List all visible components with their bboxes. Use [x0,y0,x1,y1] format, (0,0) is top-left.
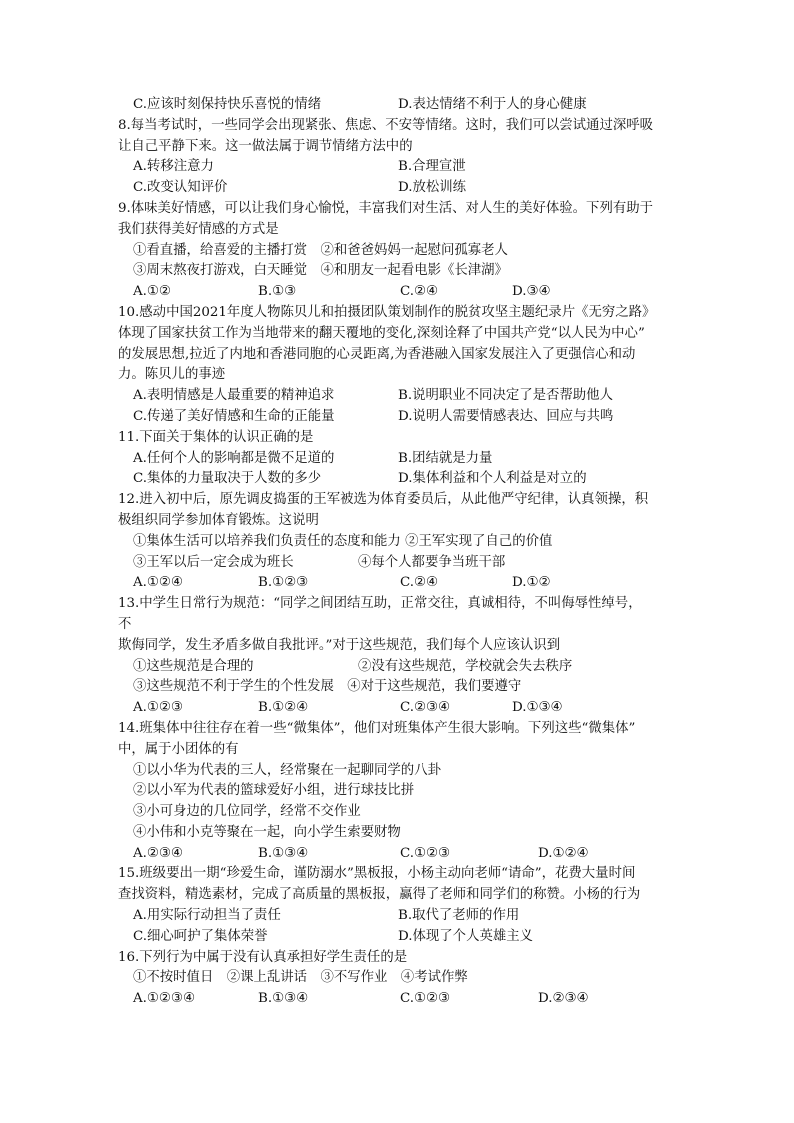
answer-options [118,157,678,178]
text-line: 我们获得美好情感的方式是 [118,221,279,237]
question-stem: 9.体味美好情感，可以让我们身心愉悦，丰富我们对生活、对人生的美好体验。下列有助于 [118,200,654,216]
option: ③王军以后一定会成为班长 [133,554,294,570]
option: B.①②④ [258,700,309,716]
option: B.取代了老师的作用 [398,908,520,924]
option: A.①②④ [133,575,183,591]
text-line: ①集体生活可以培养我们负责任的态度和能力 ②王军实现了自己的价值 [133,533,553,549]
option: C.①②③ [400,845,451,861]
text-line: 中，属于小团体的有 [118,741,239,757]
text-line: 力。陈贝儿的事迹 [118,367,226,383]
answer-options [118,657,678,678]
text-line: ①看直播，给喜爱的主播打赏 ②和爸爸妈妈一起慰问孤寡老人 [133,242,508,258]
option: D.①③④ [512,700,563,716]
answer-options [118,407,678,428]
answer-options [118,95,678,116]
text-line: 让自己平静下来。这一做法属于调节情绪方法中的 [118,138,413,154]
answer-options [118,178,678,199]
question-stem: 15.班级要出一期“珍爱生命，谨防溺水”黑板报，小杨主动向老师“请命”，花费大量时间 [118,866,636,882]
answer-options [118,386,678,407]
option: C.①②③ [400,991,451,1007]
text-line: 欺侮同学，发生矛盾多做自我批评。”对于这些规范，我们每个人应该认识到 [118,637,561,653]
text-line: 不 [118,616,132,632]
option: B.合理宣泄 [398,159,466,175]
option: B.团结就是力量 [398,450,493,466]
option: D.①② [512,575,551,591]
option: A.①②③ [133,700,183,716]
option: D.表达情绪不利于人的身心健康 [398,97,587,112]
option: B.说明职业不同决定了是否帮助他人 [398,388,613,404]
text-line: ③小可身边的几位同学，经常不交作业 [133,804,361,820]
question-stem: 8.每当考试时，一些同学会出现紧张、焦虑、不安等情绪。这时，我们可以尝试通过深呼吸 [118,117,654,133]
text-line: ③周末熬夜打游戏，白天睡觉 ④和朋友一起看电影《长津湖》 [133,263,508,279]
option: D.集体利益和个人利益是对立的 [398,471,587,487]
option: ①这些规范是合理的 [133,658,254,674]
option: A.①②③④ [133,991,195,1007]
option: A.任何个人的影响都是微不足道的 [133,450,335,466]
option: ④每个人都要争当班干部 [358,554,506,570]
question-stem: 14.班集体中往往存在着一些“微集体”，他们对班集体产生很大影响。下列这些“微集体” [118,720,636,736]
option: C.②④ [400,284,439,300]
answer-options [118,553,678,574]
option: D.说明人需要情感表达、回应与共鸣 [398,408,614,424]
option: B.①③④ [258,991,309,1007]
option: A.表明情感是人最重要的精神追求 [133,388,335,404]
answer-options [118,469,678,490]
answer-options [118,698,678,719]
answer-options [118,906,678,927]
text-line: ④小伟和小克等聚在一起，向小学生索要财物 [133,824,401,840]
option: C.集体的力量取决于人数的多少 [133,471,322,487]
text-line: ③这些规范不利于学生的个性发展 ④对于这些规范，我们要遵守 [133,679,522,695]
exam-page [118,95,678,1010]
text-line: 查找资料，精选素材，完成了高质量的黑板报，赢得了老师和同学们的称赞。小杨的行为 [118,887,641,903]
option: B.①②③ [258,575,309,591]
option: D.体现了个人英雄主义 [398,928,534,944]
answer-options [118,282,678,303]
option: C.②④ [400,575,439,591]
text-line: 的发展思想,拉近了内地和香港同胞的心灵距离,为香港融入国家发展注入了更强信心和动 [118,346,636,362]
option: C.传递了美好情感和生命的正能量 [133,408,335,424]
option: C.改变认知评价 [133,180,228,196]
question-stem: 12.进入初中后，原先调皮捣蛋的王军被选为体育委员后，从此他严守纪律，认真领操，积 [118,492,649,508]
text-line: ①不按时值日 ②课上乱讲话 ③不写作业 ④考试作弊 [133,970,468,986]
option: D.③④ [512,284,551,300]
question-stem: 16.下列行为中属于没有认真承担好学生责任的是 [118,949,408,965]
text-line: ②以小军为代表的篮球爱好小组，进行球技比拼 [133,783,415,799]
answer-options [118,573,678,594]
option: A.用实际行动担当了责任 [133,908,281,924]
option: D.放松训练 [398,180,467,196]
option: A.①② [133,284,171,300]
option: C.细心呵护了集体荣誉 [133,928,268,944]
option: A.②③④ [133,845,183,861]
text-line: 极组织同学参加体育锻炼。这说明 [118,512,319,528]
option: C.应该时刻保持快乐喜悦的情绪 [133,97,322,112]
option: D.②③④ [538,991,589,1007]
answer-options [118,927,678,948]
question-stem: 10.感动中国2021年度人物陈贝儿和拍摄团队策划制作的脱贫攻坚主题纪录片《无穷之路》 [118,304,656,320]
text-line: 体现了国家扶贫工作为当地带来的翻天覆地的变化,深刻诠释了中国共产党“以人民为中心” [118,325,645,341]
option: B.①③ [258,284,297,300]
answer-options [118,449,678,470]
option: C.②③④ [400,700,451,716]
question-stem: 11.下面关于集体的认识正确的是 [118,429,314,445]
answer-options [118,989,678,1010]
answer-options [118,844,678,865]
option: D.①②④ [538,845,589,861]
question-stem: 13.中学生日常行为规范：“同学之间团结互助，正常交往，真诚相待，不叫侮辱性绰号， [118,596,642,612]
option: ②没有这些规范，学校就会失去秩序 [358,658,573,674]
option: A.转移注意力 [133,159,214,175]
option: B.①③④ [258,845,309,861]
text-line: ①以小华为代表的三人，经常聚在一起聊同学的八卦 [133,762,441,778]
